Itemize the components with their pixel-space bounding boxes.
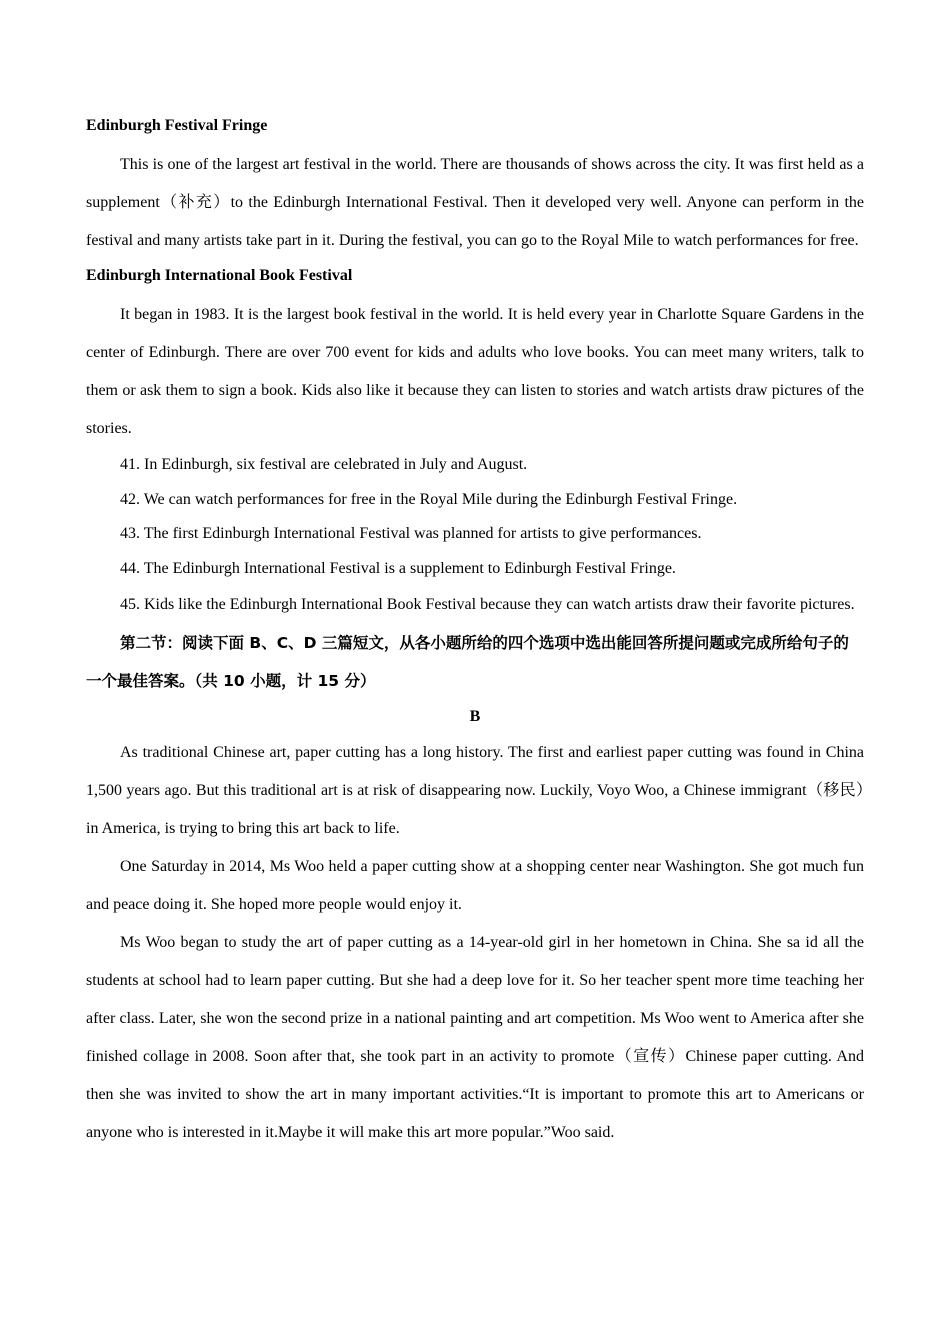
question-41: 41. In Edinburgh, six festival are celebrated in July and August. — [120, 456, 528, 473]
section-text-fringe: This is one of the largest art festival in the world. There are thousands of shows across the city. It was first held as a supplement（补充）to the Edinburgh International Festival. Then it developed very well. Anyone can perform in the festival and many artists take part in it. During the festival, you can go to the Royal Mile to watch performances for free. — [86, 156, 864, 249]
section-title-fringe: Edinburgh Festival Fringe — [86, 117, 268, 134]
question-45: 45. Kids like the Edinburgh International Book Festival because they can watch artists draw their favorite pictures. — [120, 596, 855, 613]
document-page — [86, 112, 864, 1152]
section-instruction: 第二节：阅读下面 B、C、D 三篇短文，从各小题所给的四个选项中选出能回答所提问题或完成所给句子的一个最佳答案。（共 10 小题，计 15 分） — [86, 634, 849, 690]
passage-letter: B — [469, 708, 481, 725]
passage-b-paragraph: One Saturday in 2014, Ms Woo held a paper cutting show at a shopping center near Washington. She got much fun and peace doing it. She hoped more people would enjoy it. — [86, 858, 864, 913]
question-42: 42. We can watch performances for free in the Royal Mile during the Edinburgh Festival Fringe. — [120, 490, 738, 508]
question-44: 44. The Edinburgh International Festival is a supplement to Edinburgh Festival Fringe. — [120, 559, 676, 577]
passage-b-paragraph: Ms Woo began to study the art of paper cutting as a 14-year-old girl in her hometown in China. She sa id all the students at school had to learn paper cutting. But she had a deep love for it. So her teacher spent more time teaching her after class. Later, she won the second prize in a national painting and art competition. Ms Woo went to America after she finished collage in 2008. Soon after that, she took part in an activity to promote（宣传）Chinese paper cutting. And then she was invited to show the art in many important activities.“It is important to promote this art to Americans or anyone who is interested in it.Maybe it will make this art more popular.”Woo said. — [86, 934, 864, 1141]
passage-b-paragraph: As traditional Chinese art, paper cutting has a long history. The first and earliest paper cutting was found in China 1,500 years ago. But this traditional art is at risk of disappearing now. Luckily, Voyo Woo, a Chinese immigrant（移民）in America, is trying to bring this art back to life. — [86, 744, 864, 837]
section-text-book-festival: It began in 1983. It is the largest book festival in the world. It is held every year in Charlotte Square Gardens in the center of Edinburgh. There are over 700 event for kids and adults who love books. You can meet many writers, talk to them or ask them to sign a book. Kids also like it because they can listen to stories and watch artists draw pictures of the stories. — [86, 306, 864, 437]
question-43: 43. The first Edinburgh International Festival was planned for artists to give performances. — [120, 525, 702, 542]
section-title-book-festival: Edinburgh International Book Festival — [86, 267, 353, 284]
